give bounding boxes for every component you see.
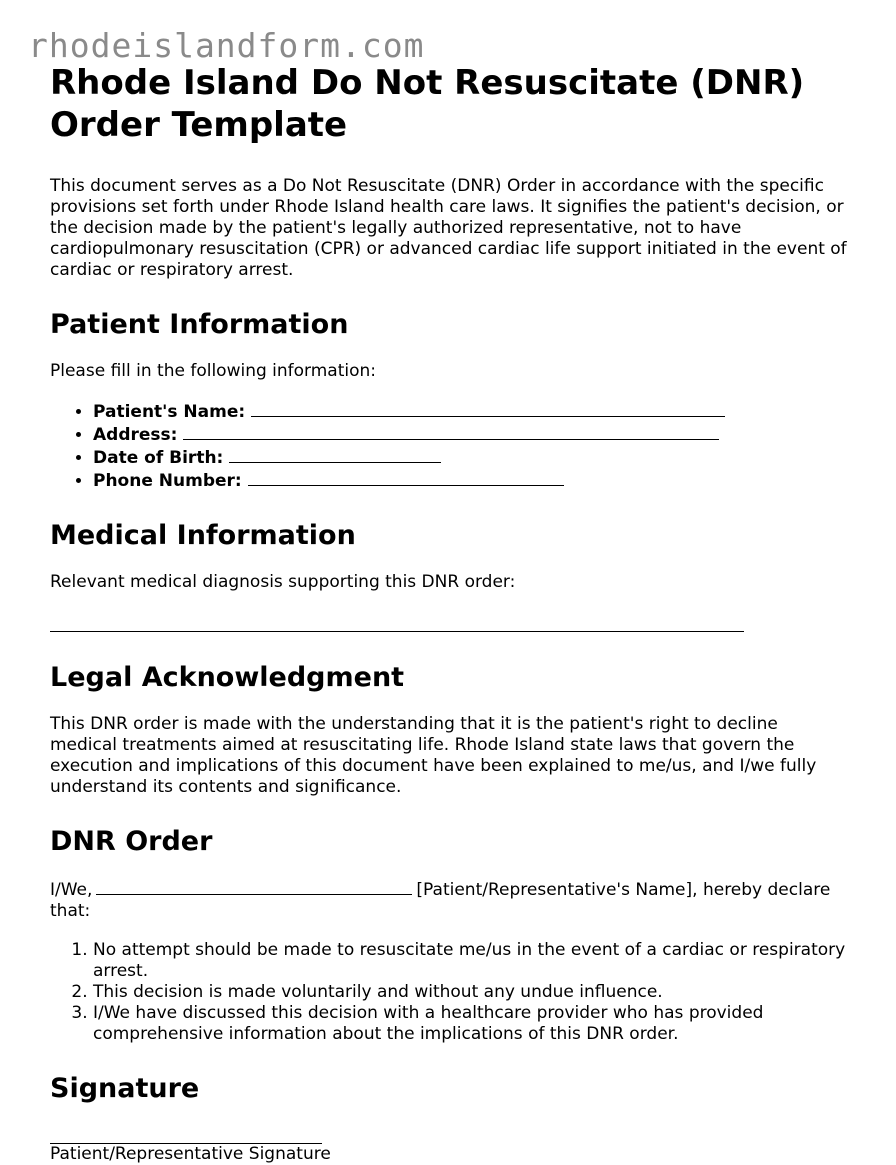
address-item bbox=[93, 423, 850, 446]
patient-information-heading: Patient Information bbox=[50, 309, 349, 340]
date-of-birth-item bbox=[93, 446, 850, 469]
dnr-conditions-list bbox=[50, 940, 850, 1045]
dnr-condition-item: 1. No attempt should be made to resuscitate me/us in the event of a cardiac or respiratory arrest. bbox=[93, 940, 850, 982]
legal-acknowledgment-text: This DNR order is made with the understanding that it is the patient's right to decline medical treatments aimed at resuscitating life. Rhode Island state laws that govern the execution and implications of this document have been explained to me/us, and I/we fully understand its contents and significance. bbox=[50, 714, 817, 797]
representative-name-field[interactable] bbox=[96, 878, 412, 895]
patient-information-section bbox=[50, 309, 850, 492]
date-of-birth-field[interactable] bbox=[229, 446, 441, 463]
patient-fields-list bbox=[50, 400, 850, 492]
phone-number-label: Phone Number: bbox=[93, 471, 242, 491]
signature-section bbox=[50, 1073, 850, 1165]
dnr-condition-item: 3. I/We have discussed this decision with a healthcare provider who has provided comprehensive information about the implications of this DNR order. bbox=[93, 1003, 850, 1045]
dnr-order-section bbox=[50, 826, 850, 1045]
patient-name-field[interactable] bbox=[251, 400, 725, 417]
dnr-condition-item: 2. This decision is made voluntarily and without any undue influence. bbox=[93, 982, 850, 1003]
date-of-birth-label: Date of Birth: bbox=[93, 448, 224, 468]
phone-number-field[interactable] bbox=[248, 469, 564, 486]
medical-information-heading: Medical Information bbox=[50, 520, 356, 551]
legal-acknowledgment-heading: Legal Acknowledgment bbox=[50, 662, 405, 693]
declaration-suffix: [Patient/Representative's Name], hereby declare that: bbox=[50, 880, 831, 921]
medical-diagnosis-prompt: Relevant medical diagnosis supporting this DNR order: bbox=[50, 572, 516, 592]
patient-name-label: Patient's Name: bbox=[93, 402, 246, 422]
phone-number-item bbox=[93, 469, 850, 492]
medical-diagnosis-field[interactable] bbox=[50, 631, 744, 632]
document-title: Rhode Island Do Not Resuscitate (DNR) Order Template bbox=[50, 63, 805, 145]
medical-information-section bbox=[50, 520, 850, 632]
declaration-prefix: I/We, bbox=[50, 880, 93, 900]
intro-paragraph: This document serves as a Do Not Resuscitate (DNR) Order in accordance with the specific provisions set forth under Rhode Island health care laws. It signifies the patient's decision, or the decision made by the patient's legally authorized representative, not to have cardiopulmonary resuscitation (CPR) or advanced cardiac life support initiated in the event of cardiac or respiratory arrest. bbox=[50, 176, 847, 280]
declaration-statement bbox=[50, 878, 850, 922]
legal-acknowledgment-section bbox=[50, 662, 850, 798]
document-page bbox=[50, 62, 850, 1165]
signature-heading: Signature bbox=[50, 1073, 200, 1104]
patient-information-prompt: Please fill in the following information: bbox=[50, 361, 377, 381]
address-field[interactable] bbox=[183, 423, 719, 440]
address-label: Address: bbox=[93, 425, 178, 445]
patient-name-item bbox=[93, 400, 850, 423]
signature-caption: Patient/Representative Signature bbox=[50, 1144, 331, 1164]
dnr-order-heading: DNR Order bbox=[50, 826, 213, 857]
watermark-text: rhodeislandform.com bbox=[28, 26, 425, 65]
